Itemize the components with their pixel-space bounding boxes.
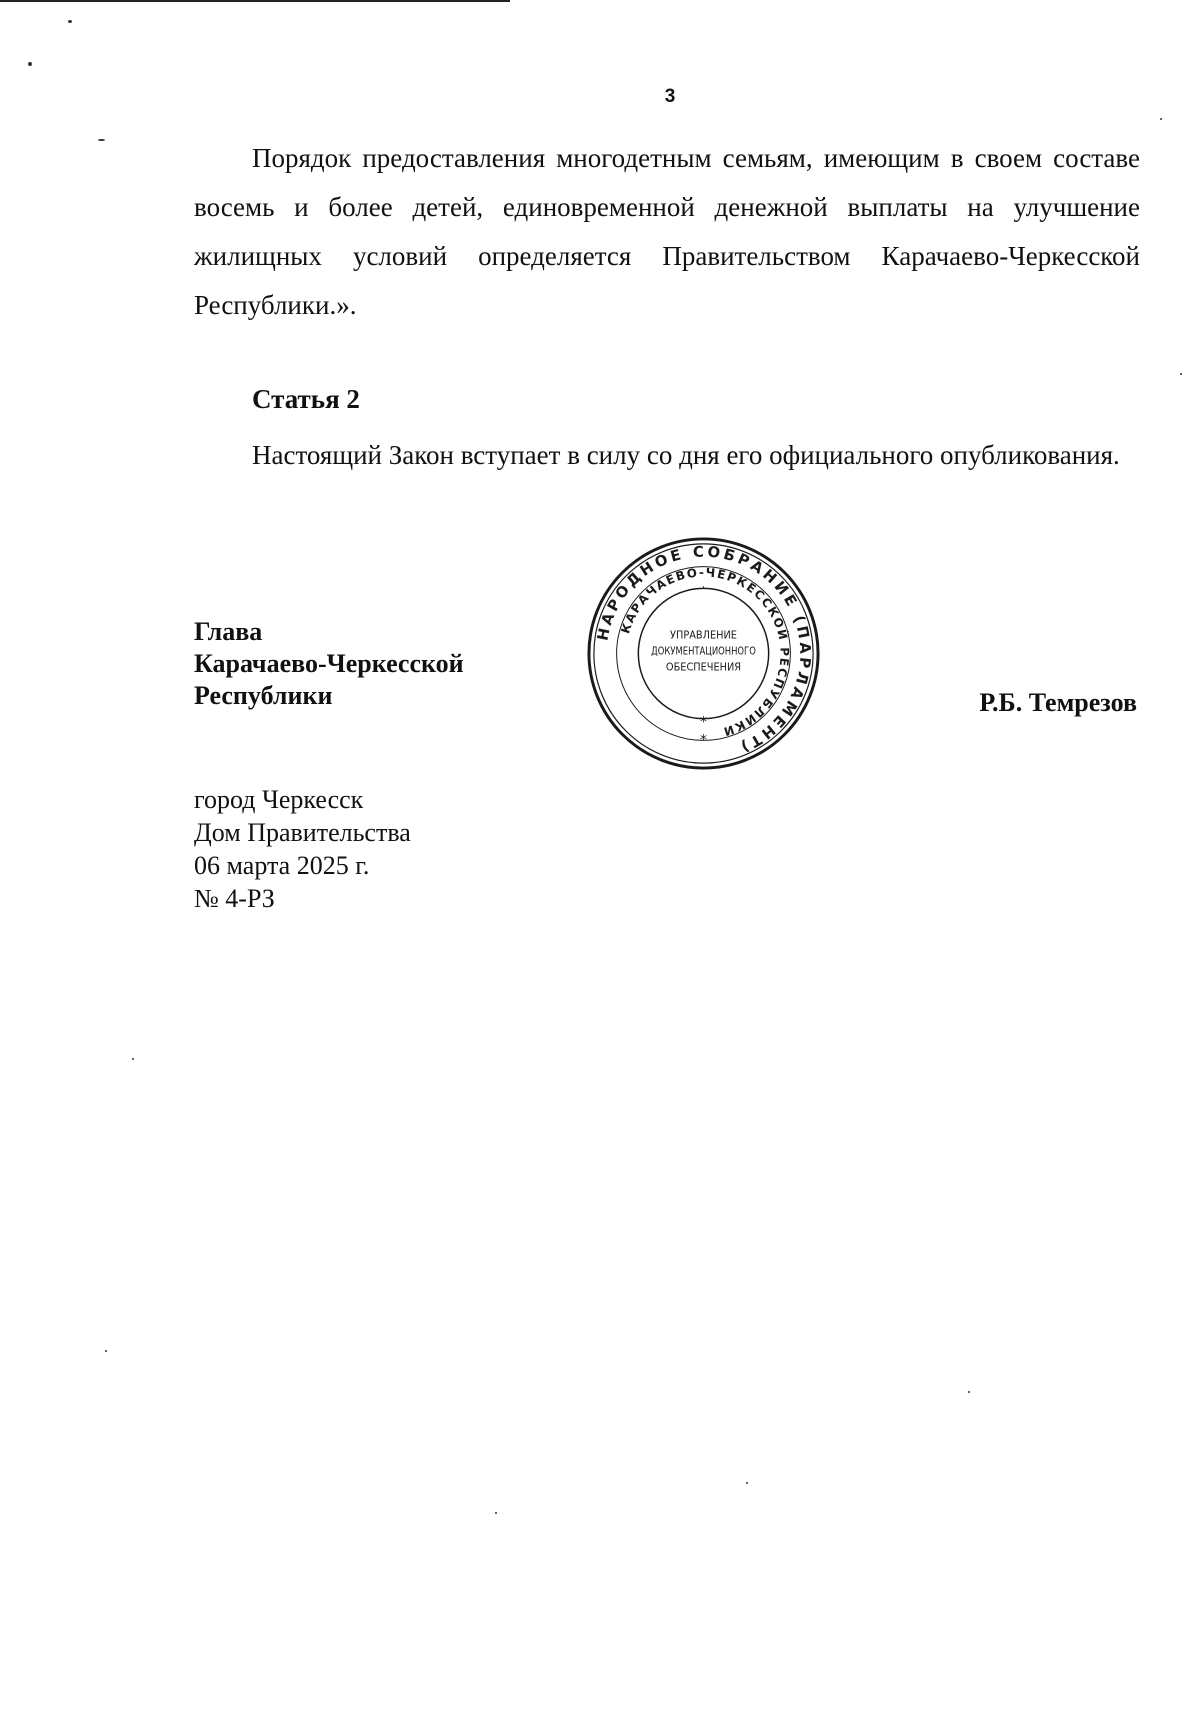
paragraph-1: Порядок предоставления многодетным семьям, имеющим в своем составе восемь и более детей, единовременной денежной выплаты на улучшение жилищных условий определяется Правительством Карачаево-Черкесской Республики.». bbox=[194, 143, 1140, 320]
official-seal bbox=[585, 535, 822, 772]
article-heading: Статья 2 bbox=[252, 384, 360, 414]
scan-speck bbox=[495, 1512, 497, 1514]
seal-inner-text: КАРАЧАЕВО-ЧЕРКЕССКОЙ РЕСПУБЛИКИ bbox=[618, 565, 792, 740]
scan-speck bbox=[1160, 118, 1162, 120]
signatory-title-line: Глава bbox=[194, 617, 263, 646]
seal-center-line: УПРАВЛЕНИЕ bbox=[670, 628, 737, 642]
signatory-title-line: Республики bbox=[194, 681, 333, 710]
seal-star-icon: * bbox=[700, 732, 707, 749]
city: город Черкесск bbox=[194, 785, 364, 814]
scan-speck bbox=[746, 1482, 748, 1484]
building: Дом Правительства bbox=[194, 818, 411, 847]
seal-center-line: ОБЕСПЕЧЕНИЯ bbox=[665, 660, 742, 674]
signer-name: Р.Б. Темрезов bbox=[979, 688, 1137, 717]
signatory-title bbox=[194, 616, 464, 712]
scan-speck bbox=[28, 62, 32, 66]
place-and-date bbox=[194, 783, 411, 915]
scan-speck bbox=[68, 20, 72, 23]
scan-speck bbox=[968, 1391, 970, 1393]
signatory-title-line: Карачаево-Черкесской bbox=[194, 649, 464, 678]
law-number: № 4-РЗ bbox=[194, 884, 275, 913]
paragraph-2: Настоящий Закон вступает в силу со дня его официального опубликования. bbox=[252, 440, 1120, 470]
scan-speck bbox=[98, 139, 105, 141]
date: 06 марта 2025 г. bbox=[194, 851, 370, 880]
seal-star-icon: * bbox=[700, 714, 707, 731]
seal-center-line: ДОКУМЕНТАЦИОННОГО bbox=[651, 644, 757, 658]
page-number: 3 bbox=[664, 86, 676, 107]
scan-speck bbox=[105, 1350, 107, 1352]
seal-dot-icon: · bbox=[701, 582, 706, 594]
seal-outer-text: НАРОДНОЕ СОБРАНИЕ (ПАРЛАМЕНТ) bbox=[594, 543, 814, 757]
scan-top-edge bbox=[0, 0, 510, 2]
scan-speck bbox=[132, 1058, 134, 1060]
scan-speck bbox=[1180, 373, 1182, 375]
